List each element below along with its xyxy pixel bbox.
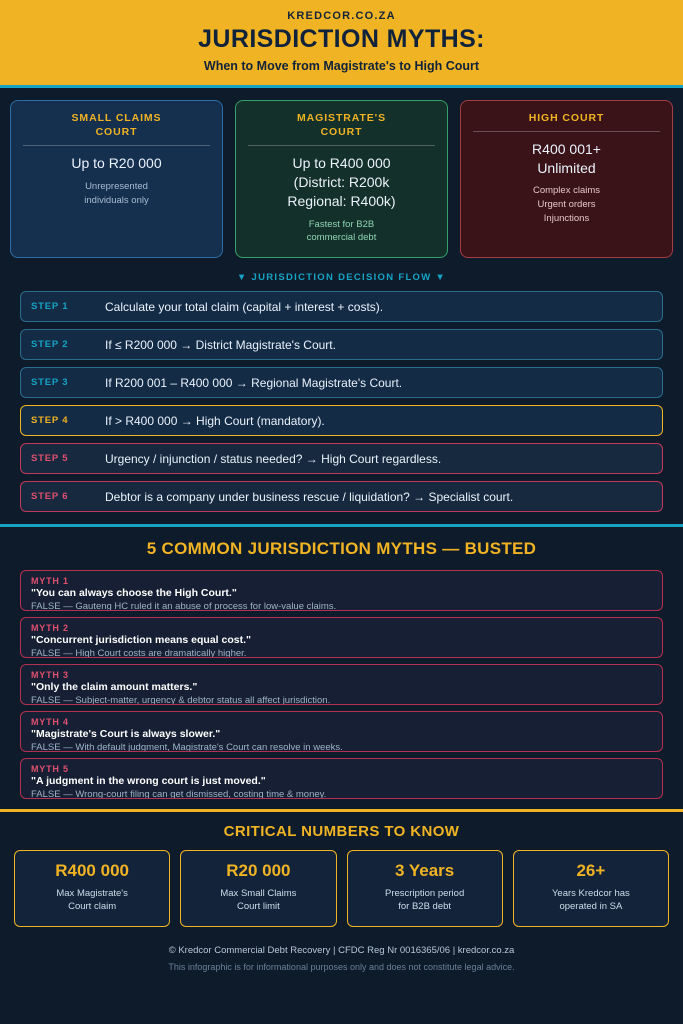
myth-truth: FALSE — Wrong-court filing can get dismissed, costing time & money. [31,789,327,800]
numbers-heading: CRITICAL NUMBERS TO KNOW [223,823,460,841]
myth-item [20,711,663,752]
myth-claim: "Magistrate's Court is always slower." [31,728,221,741]
number-label-line1: Max Small Claims [220,888,297,900]
court-note-line3: Injunctions [543,212,590,224]
court-amount-line1: Up to R400 000 [292,154,391,171]
number-label-line2: Court claim [68,901,117,913]
court-note [19,180,214,208]
myth-truth: FALSE — With default judgment, Magistrate's Court can resolve in weeks. [31,742,343,753]
court-name-line1: MAGISTRATE'S [297,111,386,124]
court-card-small-claims [10,100,223,259]
court-note-line1: Fastest for B2B [308,218,375,230]
myth-claim: "Only the claim amount matters." [31,681,198,694]
myth-truth: FALSE — High Court costs are dramatically higher. [31,648,247,659]
number-label [185,887,331,914]
card-divider [23,145,210,146]
court-amount-line2: (District: R200k [293,173,390,190]
court-note-line2: commercial debt [306,232,377,244]
step-label: STEP 3 [31,377,69,389]
number-card [513,850,669,927]
myths-section [0,524,683,799]
page-footer [0,945,683,972]
number-label-line2: operated in SA [559,901,623,913]
court-card-magistrates [235,100,448,259]
myth-label: MYTH 2 [31,623,69,634]
number-card [180,850,336,927]
card-divider [473,131,660,132]
number-value: R400 000 [55,861,129,881]
court-note [469,184,664,225]
step-text: Debtor is a company under business rescue / liquidation? → Specialist court. [105,489,514,504]
court-name-line1: HIGH COURT [528,111,605,124]
number-label-line2: Court limit [236,901,280,913]
court-amount: Up to R20 000 [71,154,162,171]
court-amount-line1: R400 001+ [532,140,601,157]
number-value: 3 Years [394,861,455,881]
myth-claim: "A judgment in the wrong court is just moved." [31,775,266,788]
step-label: STEP 6 [31,491,69,503]
myth-label: MYTH 3 [31,670,69,681]
page-title: JURISDICTION MYTHS: [198,25,485,53]
court-name [244,111,439,145]
court-note-line1: Unrepresented [85,180,148,192]
number-label [19,887,165,914]
myth-truth: FALSE — Subject-matter, urgency & debtor status all affect jurisdiction. [31,695,331,706]
step-label: STEP 2 [31,339,69,351]
number-card [14,850,170,927]
step-label: STEP 4 [31,415,69,427]
flow-step-5 [20,443,663,474]
myths-heading: 5 COMMON JURISDICTION MYTHS — BUSTED [146,539,537,559]
court-name [19,111,214,145]
card-divider [248,145,435,146]
myth-claim: "Concurrent jurisdiction means equal cost." [31,634,251,647]
myth-label: MYTH 4 [31,717,69,728]
court-note-line2: Urgent orders [537,199,596,211]
court-name [469,111,664,131]
number-label-line2: for B2B debt [398,901,452,913]
court-name-line1: SMALL CLAIMS [71,111,162,124]
myth-item [20,664,663,705]
step-text: If ≤ R200 000 → District Magistrate's Court. [105,337,336,352]
numbers-list [0,850,683,927]
number-label [518,887,664,914]
number-value: R20 000 [226,861,291,881]
myth-item [20,758,663,799]
step-text: Urgency / injunction / status needed? → High Court regardless. [105,451,442,466]
step-text: If > R400 000 → High Court (mandatory). [105,413,325,428]
court-name-line2: COURT [95,125,138,138]
flow-heading: ▼ JURISDICTION DECISION FLOW ▼ [236,272,447,284]
footer-copyright: © Kredcor Commercial Debt Recovery | CFDC Reg Nr 0016365/06 | kredcor.co.za [168,944,515,956]
step-label: STEP 1 [31,301,69,313]
numbers-section [0,809,683,927]
court-amount [469,140,664,178]
myth-label: MYTH 5 [31,764,69,775]
brand-name: KREDCOR.CO.ZA [287,10,396,22]
number-card [347,850,503,927]
flow-step-6 [20,481,663,512]
court-note [244,218,439,246]
number-value: 26+ [576,861,606,881]
myth-item [20,570,663,611]
footer-disclaimer: This infographic is for informational purposes only and does not constitute legal advice. [168,961,515,972]
flow-step-2 [20,329,663,360]
court-name-line2: COURT [320,125,363,138]
myth-truth: FALSE — Gauteng HC ruled it an abuse of process for low-value claims. [31,601,337,612]
flow-step-3 [20,367,663,398]
court-cards [0,88,683,265]
court-note-line2: individuals only [84,194,149,206]
court-note-line1: Complex claims [532,185,601,197]
court-amount-line2: Unlimited [537,159,596,176]
step-label: STEP 5 [31,453,69,465]
court-amount-line3: Regional: R400k) [287,192,396,209]
decision-flow-steps [0,291,683,512]
myth-item [20,617,663,658]
number-label-line1: Max Magistrate's [56,888,128,900]
step-text: Calculate your total claim (capital + interest + costs). [105,299,384,314]
step-text: If R200 001 – R400 000 → Regional Magistrate's Court. [105,375,403,390]
myth-label: MYTH 1 [31,576,69,587]
page-header [0,0,683,88]
number-label-line1: Prescription period [385,888,465,900]
flow-step-4 [20,405,663,436]
page-subtitle: When to Move from Magistrate's to High Court [203,58,480,73]
myths-list [0,570,683,799]
number-label [352,887,498,914]
flow-step-1 [20,291,663,322]
court-card-high-court [460,100,673,259]
court-amount [244,154,439,211]
myth-claim: "You can always choose the High Court." [31,587,237,600]
number-label-line1: Years Kredcor has [551,888,630,900]
